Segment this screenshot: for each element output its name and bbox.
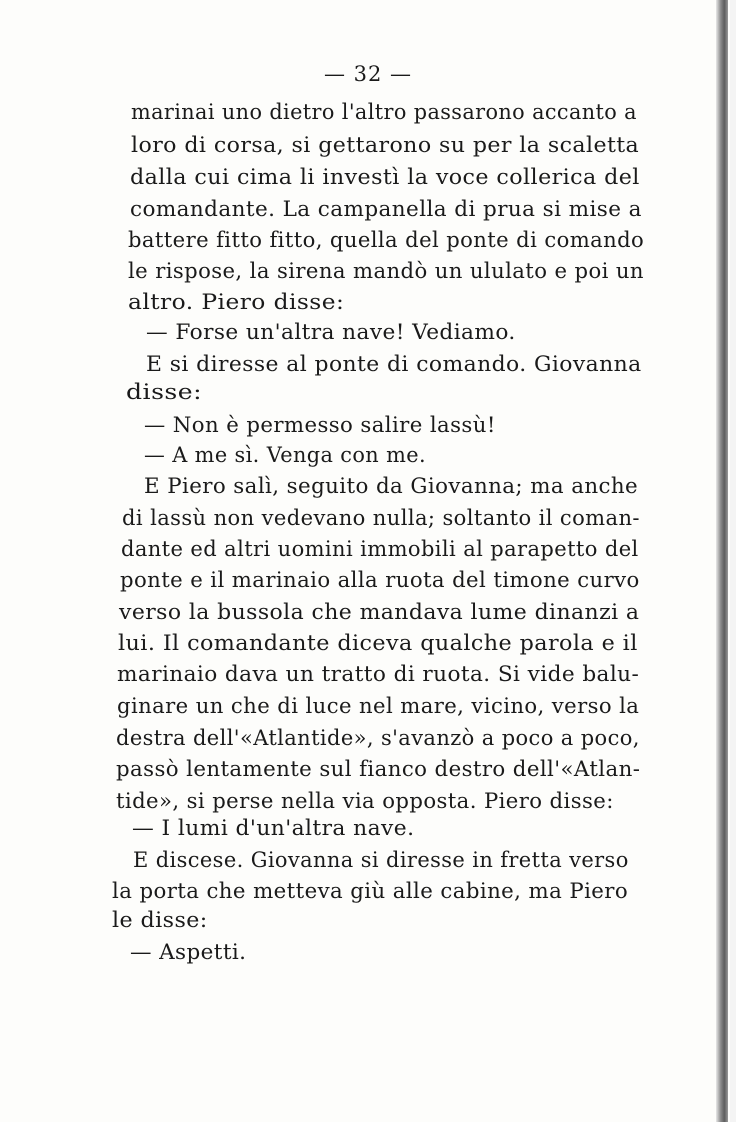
text-line: disse:: [126, 380, 203, 405]
text-line: — A me sì. Venga con me.: [144, 443, 426, 468]
text-line: lui. Il comandante diceva qualche parola e il: [118, 631, 638, 656]
text-line: passò lentamente sul fianco destro dell'«Atlan-: [116, 757, 641, 782]
text-line: le rispose, la sirena mandò un ululato e poi un: [128, 259, 644, 284]
text-line: di lassù non vedevano nulla; soltanto il coman-: [122, 506, 640, 531]
text-line: loro di corsa, si gettarono su per la scaletta: [131, 133, 640, 158]
text-line: destra dell'«Atlantide», s'avanzò a poco a poco,: [116, 726, 640, 751]
text-line: dante ed altri uomini immobili al parapetto del: [121, 537, 639, 562]
text-line: tide», si perse nella via opposta. Piero disse:: [116, 789, 614, 814]
text-line: — I lumi d'un'altra nave.: [132, 816, 415, 841]
text-line: E discese. Giovanna si diresse in fretta verso: [133, 848, 629, 873]
text-line: battere fitto fitto, quella del ponte di comando: [128, 228, 645, 253]
text-line: marinaio dava un tratto di ruota. Si vide balu-: [117, 662, 640, 687]
text-line: ginare un che di luce nel mare, vicino, verso la: [117, 694, 640, 719]
text-line: — Aspetti.: [130, 940, 247, 965]
text-line: le disse:: [112, 908, 208, 933]
text-line: marinai uno dietro l'altro passarono accanto a: [131, 100, 637, 125]
text-line: la porta che metteva giù alle cabine, ma Piero: [112, 879, 629, 904]
text-line: verso la bussola che mandava lume dinanzi a: [119, 600, 640, 625]
text-line: — Non è permesso salire lassù!: [144, 413, 496, 438]
text-line: ponte e il marinaio alla ruota del timone curvo: [120, 568, 640, 593]
text-line: altro. Piero disse:: [128, 290, 345, 315]
text-line: comandante. La campanella di prua si mise a: [130, 197, 642, 222]
text-line: — Forse un'altra nave! Vediamo.: [146, 320, 516, 345]
text-line: dalla cui cima li investì la voce collerica del: [130, 165, 640, 190]
page-edge-shadow: [716, 0, 728, 1122]
page-number: — 32 —: [323, 62, 413, 86]
text-line: E si diresse al ponte di comando. Giovanna: [146, 352, 642, 377]
page-edge-margin: [730, 0, 736, 1122]
text-line: E Piero salì, seguito da Giovanna; ma anche: [144, 474, 639, 499]
